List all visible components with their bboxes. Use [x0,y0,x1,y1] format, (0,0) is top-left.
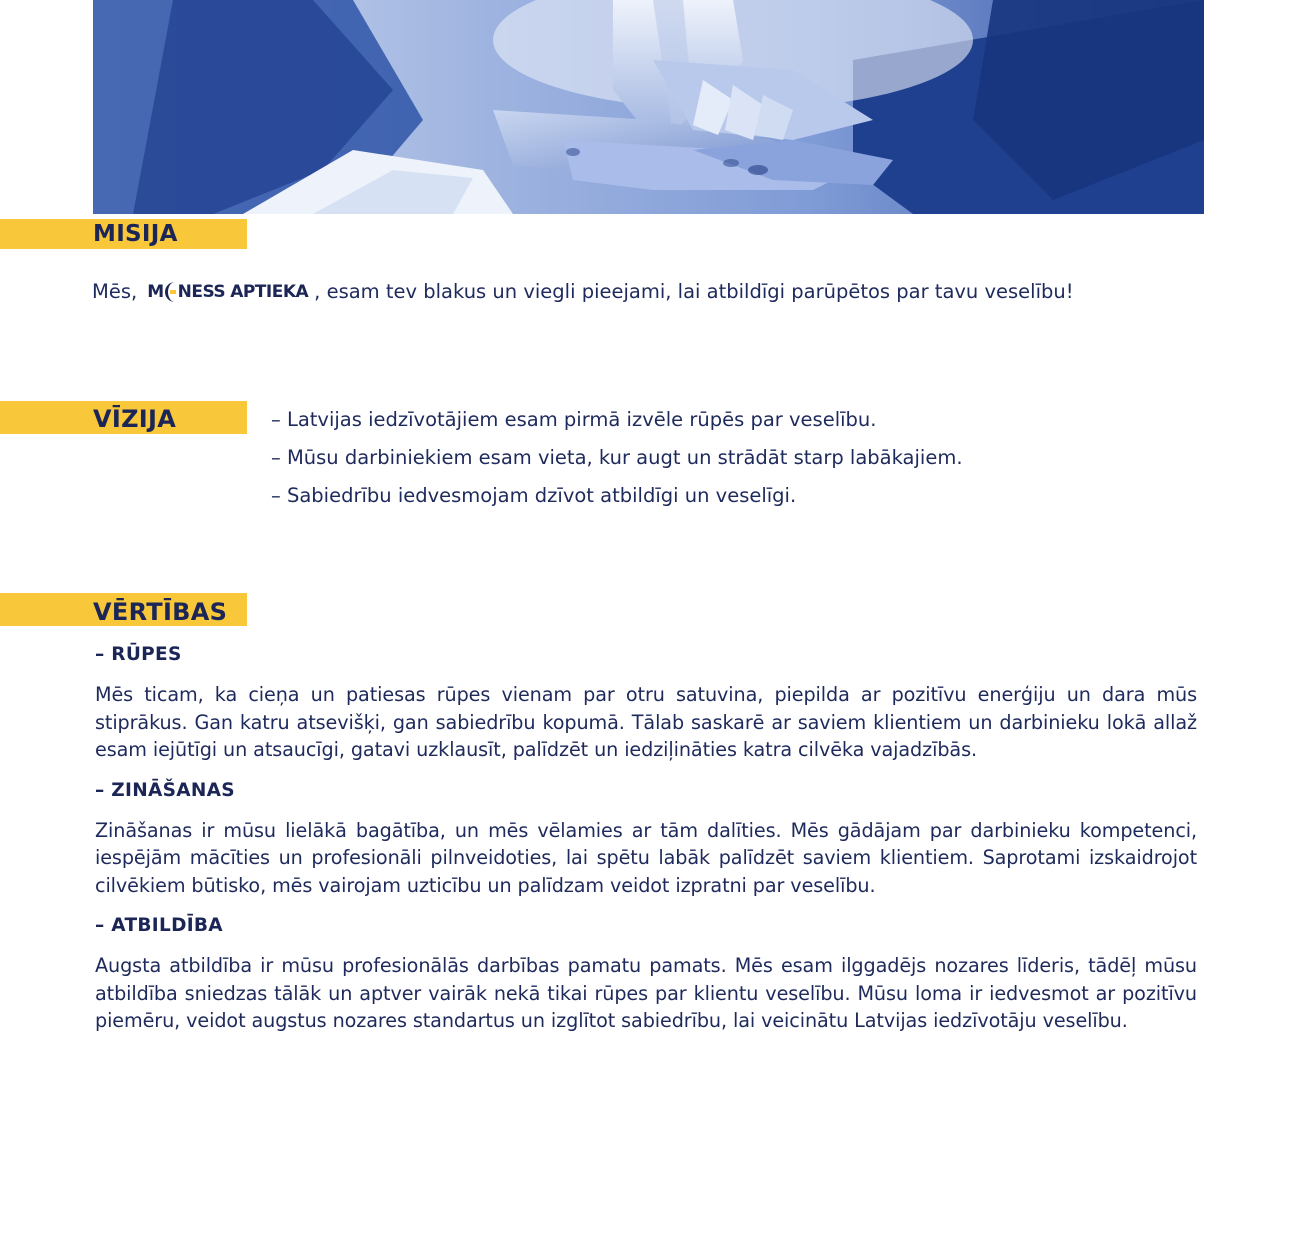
vision-item: – Sabiedrību iedvesmojam dzīvot atbildīgi un veselīgi. [271,484,797,507]
logo-part-m: M [147,281,164,302]
vision-item: – Latvijas iedzīvotājiem esam pirmā izvēle rūpēs par veselību. [271,408,877,431]
logo-part-ness: NESS [177,281,226,302]
value-title-zinasanas: – ZINĀŠANAS [95,779,235,801]
crescent-icon [165,281,177,303]
values-section [95,642,1197,1049]
value-title-rupes: – RŪPES [95,644,182,665]
vision-item: – Mūsu darbiniekiem esam vieta, kur augt un strādāt starp labākajiem. [271,446,963,469]
mission-text-before: Mēs, [92,280,138,303]
value-title-atbildiba: – ATBILDĪBA [95,915,223,936]
team-hands-photo-icon [93,0,1204,214]
logo-part-aptieka: APTIEKA [230,281,309,302]
value-text-zinasanas: Zināšanas ir mūsu lielākā bagātība, un mēs vēlamies ar tām dalīties. Mēs gādājam par darbinieku kompetenci, iespējām mācīties un profesionāli pilnveidoties, lai spētu labāk palīdzēt saviem klientiem. Saprotami izskaidrojot cilvēkiem būtisko, mēs vairojam uzticību un palīdzam veidot izpratni par veselību. [95,818,1197,897]
vision-list [271,406,963,520]
vision-heading: VĪZIJA [93,405,177,433]
mission-statement [92,280,1074,303]
value-text-atbildiba: Augsta atbildība ir mūsu profesionālās darbības pamatu pamats. Mēs esam ilggadējs nozares līderis, tādēļ mūsu atbildība sniedzas tālāk un aptver vairāk nekā tikai rūpes par klientu veselību. Mūsu loma ir iedvesmot ar pozitīvu piemēru, veidot augstus nozares standartus un izglītot sabiedrību, lai veicinātu Latvijas iedzīvotāju veselību. [95,954,1197,1032]
mission-text-after: , esam tev blakus un viegli pieejami, lai atbildīgi parūpētos par tavu veselību! [314,280,1074,303]
value-text-rupes: Mēs ticam, ka cieņa un patiesas rūpes vienam par otru satuvina, piepilda ar pozitīvu enerģiju un dara mūs stiprākus. Gan katru atsevišķi, gan sabiedrību kopumā. Tālab saskarē ar saviem klientiem un darbinieku lokā allaž esam iejūtīgi un atsaucīgi, gatavi uzklausīt, palīdzēt un iedziļināties katra cilvēka vajadzībās. [95,683,1197,761]
hero-image [93,0,1204,214]
values-heading: VĒRTĪBAS [93,598,228,626]
mission-heading: MISIJA [93,221,178,247]
meness-aptieka-logo-icon [147,281,308,303]
